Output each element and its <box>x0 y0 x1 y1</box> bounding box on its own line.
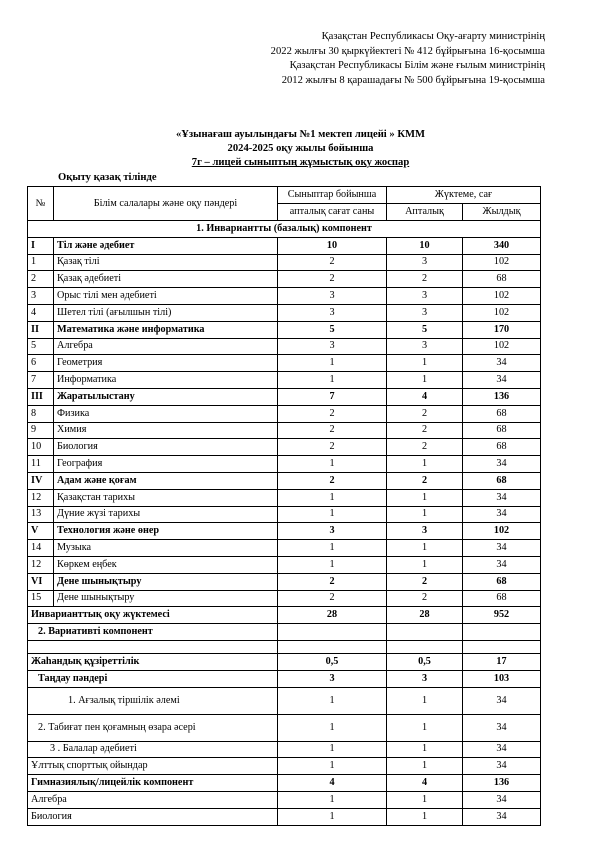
document-title <box>0 128 601 171</box>
row-number: 4 <box>28 304 54 321</box>
class-hours: 1 <box>278 758 387 775</box>
table-row <box>28 321 541 338</box>
table-row <box>28 791 541 808</box>
header-line: 2012 жылғы 8 қарашадағы № 500 бұйрығына 19-қосымша <box>281 74 545 86</box>
class-hours: 7 <box>278 388 387 405</box>
row-number: 11 <box>28 456 54 473</box>
class-hours: 3 <box>278 288 387 305</box>
class-hours: 1 <box>278 808 387 825</box>
yearly-hours: 68 <box>463 472 541 489</box>
class-hours: 2 <box>278 439 387 456</box>
table-row <box>28 775 541 792</box>
document-header <box>271 30 545 88</box>
class-hours: 5 <box>278 321 387 338</box>
table-row <box>28 456 541 473</box>
row-number: 8 <box>28 405 54 422</box>
weekly-hours: 3 <box>387 523 463 540</box>
empty-cell <box>28 640 278 653</box>
head-load: Жүктеме, сағ <box>387 187 541 204</box>
empty-row <box>28 640 541 653</box>
table-row <box>28 714 541 741</box>
yearly-hours: 34 <box>463 540 541 557</box>
table-row <box>28 237 541 254</box>
class-hours: 2 <box>278 254 387 271</box>
yearly-hours: 102 <box>463 523 541 540</box>
yearly-hours: 34 <box>463 372 541 389</box>
empty-cell <box>278 640 387 653</box>
subject-name: Ұлттық спорттық ойындар <box>28 758 278 775</box>
yearly-hours: 170 <box>463 321 541 338</box>
yearly-hours: 34 <box>463 758 541 775</box>
language-note: Оқыту қазақ тілінде <box>58 172 157 183</box>
row-number: 10 <box>28 439 54 456</box>
yearly-hours: 136 <box>463 388 541 405</box>
class-hours: 1 <box>278 741 387 758</box>
weekly-hours: 4 <box>387 775 463 792</box>
table-row <box>28 523 541 540</box>
subject-name: Биология <box>28 808 278 825</box>
table-row <box>28 653 541 670</box>
table-row <box>28 758 541 775</box>
yearly-hours: 103 <box>463 670 541 687</box>
table-row <box>28 670 541 687</box>
yearly-hours: 34 <box>463 808 541 825</box>
head-subject: Білім салалары және оқу пәндері <box>54 187 278 221</box>
class-hours: 3 <box>278 523 387 540</box>
table-row <box>28 405 541 422</box>
table-row <box>28 556 541 573</box>
weekly-hours: 3 <box>387 304 463 321</box>
yearly-hours: 952 <box>463 607 541 624</box>
weekly-hours: 0,5 <box>387 653 463 670</box>
class-hours: 1 <box>278 540 387 557</box>
yearly-hours: 136 <box>463 775 541 792</box>
header-line: 2022 жылғы 30 қыркүйектегі № 412 бұйрығына 16-қосымша <box>270 45 545 57</box>
class-hours: 4 <box>278 775 387 792</box>
weekly-hours: 1 <box>387 506 463 523</box>
section-invariant: 1. Инвариантты (базалық) компонент <box>28 221 541 238</box>
weekly-hours: 3 <box>387 338 463 355</box>
table-row <box>28 271 541 288</box>
class-hours: 1 <box>278 456 387 473</box>
class-hours: 1 <box>278 506 387 523</box>
yearly-hours: 68 <box>463 405 541 422</box>
subject-name: Алгебра <box>54 338 278 355</box>
subject-name: Жаһандық құзіреттілік <box>28 653 278 670</box>
head-weekly: Апталық <box>387 204 463 221</box>
weekly-hours: 2 <box>387 422 463 439</box>
row-number: VI <box>28 573 54 590</box>
class-hours: 2 <box>278 405 387 422</box>
row-number: IV <box>28 472 54 489</box>
row-number: 3 <box>28 288 54 305</box>
header-line: Қазақстан Республикасы Оқу-ағарту министрінің <box>321 31 545 42</box>
head-yearly: Жылдық <box>463 204 541 221</box>
class-hours: 2 <box>278 472 387 489</box>
subject-name: 1. Ағзалық тіршілік әлемі <box>28 687 278 714</box>
subject-name: Геометрия <box>54 355 278 372</box>
subject-name: Дүние жүзі тарихы <box>54 506 278 523</box>
title-line-class: 7г – лицей сыныптың жұмыстық оқу жоспар <box>191 157 410 169</box>
subject-name: Информатика <box>54 372 278 389</box>
class-hours: 2 <box>278 271 387 288</box>
subject-name: Математика және информатика <box>54 321 278 338</box>
weekly-hours: 3 <box>387 670 463 687</box>
yearly-hours: 17 <box>463 653 541 670</box>
yearly-hours: 68 <box>463 573 541 590</box>
table-row <box>28 808 541 825</box>
weekly-hours: 1 <box>387 372 463 389</box>
title-line-school: «Ұзынағаш ауылындағы №1 мектеп лицейі » КММ <box>175 129 426 140</box>
subject-name: Музыка <box>54 540 278 557</box>
curriculum-table <box>27 186 541 826</box>
yearly-hours: 34 <box>463 791 541 808</box>
weekly-hours: 2 <box>387 573 463 590</box>
subject-name: Жаратылыстану <box>54 388 278 405</box>
class-hours: 1 <box>278 687 387 714</box>
class-hours: 1 <box>278 372 387 389</box>
empty-cell <box>387 624 463 641</box>
row-number: 9 <box>28 422 54 439</box>
subject-name: Тіл және әдебиет <box>54 237 278 254</box>
table-row <box>28 590 541 607</box>
subject-name: Қазақ тілі <box>54 254 278 271</box>
empty-cell <box>387 640 463 653</box>
weekly-hours: 1 <box>387 741 463 758</box>
section-row <box>28 624 541 641</box>
section-variative: 2. Вариативті компонент <box>28 624 278 641</box>
yearly-hours: 34 <box>463 506 541 523</box>
subject-name: Қазақ әдебиеті <box>54 271 278 288</box>
table-row <box>28 687 541 714</box>
weekly-hours: 1 <box>387 758 463 775</box>
table-row <box>28 489 541 506</box>
head-num: № <box>28 187 54 221</box>
weekly-hours: 10 <box>387 237 463 254</box>
header-line: Қазақстан Республикасы Білім және ғылым министрінің <box>289 60 545 72</box>
class-hours: 3 <box>278 670 387 687</box>
weekly-hours: 3 <box>387 288 463 305</box>
row-number: 6 <box>28 355 54 372</box>
table-row <box>28 355 541 372</box>
class-hours: 1 <box>278 355 387 372</box>
subject-name: Көркем еңбек <box>54 556 278 573</box>
class-hours: 2 <box>278 573 387 590</box>
subject-name: Қазақстан тарихы <box>54 489 278 506</box>
weekly-hours: 3 <box>387 254 463 271</box>
row-number: II <box>28 321 54 338</box>
yearly-hours: 34 <box>463 489 541 506</box>
yearly-hours: 102 <box>463 288 541 305</box>
class-hours: 1 <box>278 791 387 808</box>
table-row <box>28 304 541 321</box>
table-row <box>28 607 541 624</box>
table-row <box>28 741 541 758</box>
subject-name: Таңдау пәндері <box>28 670 278 687</box>
yearly-hours: 34 <box>463 556 541 573</box>
subject-name: Химия <box>54 422 278 439</box>
weekly-hours: 1 <box>387 540 463 557</box>
yearly-hours: 34 <box>463 355 541 372</box>
weekly-hours: 1 <box>387 687 463 714</box>
subject-name: Физика <box>54 405 278 422</box>
weekly-hours: 1 <box>387 791 463 808</box>
row-number: 2 <box>28 271 54 288</box>
empty-cell <box>463 624 541 641</box>
row-number: 14 <box>28 540 54 557</box>
weekly-hours: 4 <box>387 388 463 405</box>
weekly-hours: 1 <box>387 556 463 573</box>
row-number: III <box>28 388 54 405</box>
subject-name: Дене шынықтыру <box>54 590 278 607</box>
subject-name: Технология және өнер <box>54 523 278 540</box>
weekly-hours: 2 <box>387 472 463 489</box>
subject-name: 3 . Балалар әдебиеті <box>28 741 278 758</box>
subject-name: Биология <box>54 439 278 456</box>
subject-name: Гимназиялық/лицейлік компонент <box>28 775 278 792</box>
row-number: I <box>28 237 54 254</box>
class-hours: 3 <box>278 338 387 355</box>
table-row <box>28 472 541 489</box>
head-weekly-line1: Сыныптар бойынша <box>278 187 387 204</box>
row-number: 12 <box>28 489 54 506</box>
empty-cell <box>278 624 387 641</box>
title-line-year: 2024-2025 оқу жылы бойынша <box>227 143 374 155</box>
table-row <box>28 388 541 405</box>
yearly-hours: 68 <box>463 590 541 607</box>
subject-name: Инварианттық оқу жүктемесі <box>28 607 278 624</box>
class-hours: 10 <box>278 237 387 254</box>
row-number: 5 <box>28 338 54 355</box>
weekly-hours: 5 <box>387 321 463 338</box>
weekly-hours: 1 <box>387 808 463 825</box>
table-row <box>28 422 541 439</box>
weekly-hours: 1 <box>387 489 463 506</box>
subject-name: Адам және қоғам <box>54 472 278 489</box>
yearly-hours: 340 <box>463 237 541 254</box>
table-row <box>28 540 541 557</box>
subject-name: Дене шынықтыру <box>54 573 278 590</box>
table-row <box>28 338 541 355</box>
yearly-hours: 34 <box>463 687 541 714</box>
class-hours: 2 <box>278 590 387 607</box>
table-row <box>28 288 541 305</box>
class-hours: 1 <box>278 489 387 506</box>
row-number: 12 <box>28 556 54 573</box>
yearly-hours: 102 <box>463 338 541 355</box>
subject-name: Орыс тілі мен әдебиеті <box>54 288 278 305</box>
class-hours: 1 <box>278 714 387 741</box>
table-row <box>28 573 541 590</box>
row-number: 7 <box>28 372 54 389</box>
table-row <box>28 254 541 271</box>
weekly-hours: 2 <box>387 405 463 422</box>
yearly-hours: 68 <box>463 422 541 439</box>
weekly-hours: 1 <box>387 714 463 741</box>
yearly-hours: 68 <box>463 271 541 288</box>
class-hours: 3 <box>278 304 387 321</box>
weekly-hours: 2 <box>387 439 463 456</box>
class-hours: 28 <box>278 607 387 624</box>
row-number: 13 <box>28 506 54 523</box>
row-number: 1 <box>28 254 54 271</box>
yearly-hours: 102 <box>463 254 541 271</box>
weekly-hours: 1 <box>387 355 463 372</box>
class-hours: 2 <box>278 422 387 439</box>
yearly-hours: 68 <box>463 439 541 456</box>
subject-name: Алгебра <box>28 791 278 808</box>
yearly-hours: 34 <box>463 456 541 473</box>
yearly-hours: 34 <box>463 714 541 741</box>
empty-cell <box>463 640 541 653</box>
class-hours: 1 <box>278 556 387 573</box>
subject-name: 2. Табиғат пен қоғамның өзара әсері <box>28 714 278 741</box>
subject-name: География <box>54 456 278 473</box>
row-number: V <box>28 523 54 540</box>
yearly-hours: 102 <box>463 304 541 321</box>
weekly-hours: 1 <box>387 456 463 473</box>
weekly-hours: 2 <box>387 590 463 607</box>
subject-name: Шетел тілі (ағылшын тілі) <box>54 304 278 321</box>
class-hours: 0,5 <box>278 653 387 670</box>
weekly-hours: 28 <box>387 607 463 624</box>
weekly-hours: 2 <box>387 271 463 288</box>
table-row <box>28 506 541 523</box>
head-weekly-line2: апталық сағат саны <box>278 204 387 221</box>
table-row <box>28 372 541 389</box>
table-row <box>28 439 541 456</box>
row-number: 15 <box>28 590 54 607</box>
yearly-hours: 34 <box>463 741 541 758</box>
